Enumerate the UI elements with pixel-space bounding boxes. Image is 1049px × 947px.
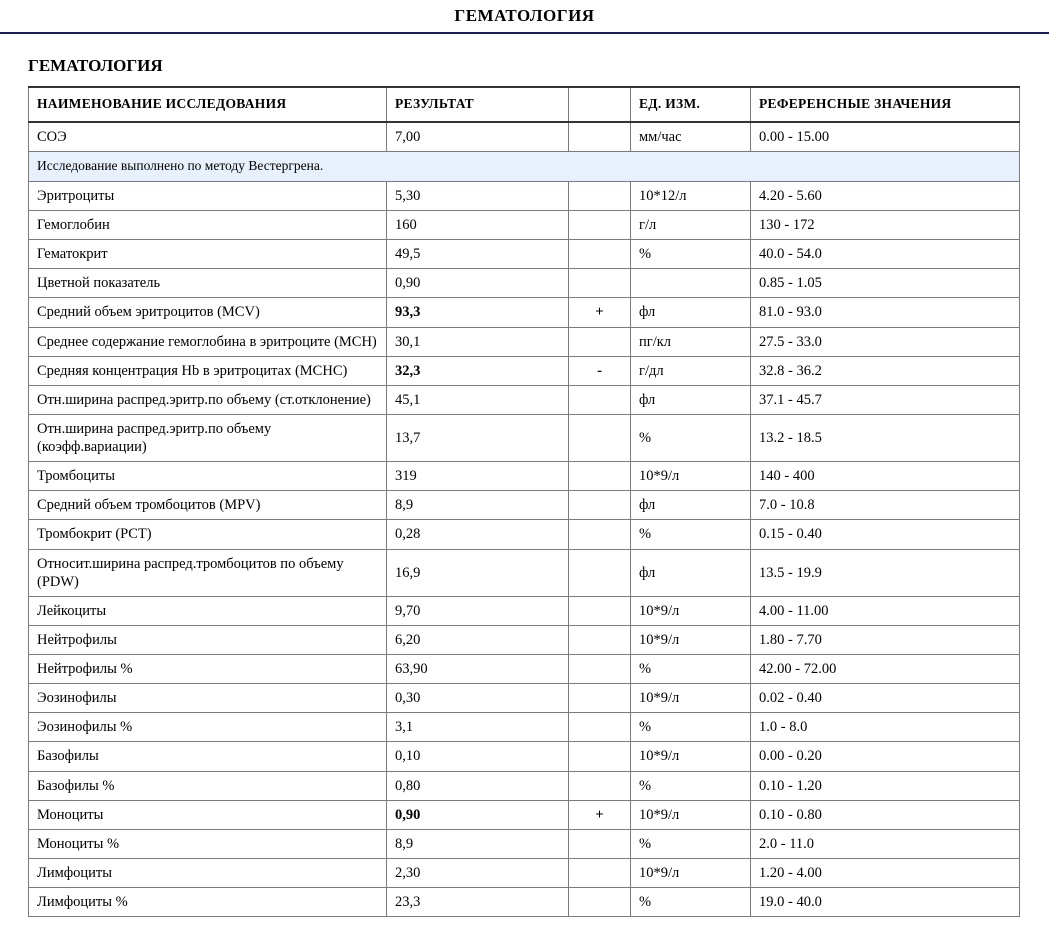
table-row bbox=[29, 385, 1020, 414]
cell-units: 10*12/л bbox=[631, 181, 751, 210]
cell-reference-range: 4.20 - 5.60 bbox=[751, 181, 1020, 210]
cell-abnormal-flag bbox=[569, 327, 631, 356]
cell-abnormal-flag bbox=[569, 414, 631, 461]
cell-units: 10*9/л bbox=[631, 596, 751, 625]
table-row bbox=[29, 684, 1020, 713]
cell-units: % bbox=[631, 771, 751, 800]
cell-units: % bbox=[631, 655, 751, 684]
table-row bbox=[29, 240, 1020, 269]
cell-test-name: СОЭ bbox=[29, 122, 387, 152]
cell-test-name: Средний объем эритроцитов (MCV) bbox=[29, 298, 387, 327]
cell-reference-range: 27.5 - 33.0 bbox=[751, 327, 1020, 356]
cell-units: фл bbox=[631, 385, 751, 414]
table-row bbox=[29, 327, 1020, 356]
cell-result-value: 160 bbox=[387, 211, 569, 240]
cell-test-name: Лимфоциты bbox=[29, 858, 387, 887]
cell-result-value: 0,28 bbox=[387, 520, 569, 549]
cell-result-value: 319 bbox=[387, 462, 569, 491]
table-row bbox=[29, 549, 1020, 596]
table-row bbox=[29, 625, 1020, 654]
cell-units: мм/час bbox=[631, 122, 751, 152]
cell-reference-range: 19.0 - 40.0 bbox=[751, 888, 1020, 917]
cell-units: 10*9/л bbox=[631, 462, 751, 491]
cell-test-name: Средний объем тромбоцитов (MPV) bbox=[29, 491, 387, 520]
cell-abnormal-flag bbox=[569, 211, 631, 240]
cell-test-name: Гемоглобин bbox=[29, 211, 387, 240]
table-row bbox=[29, 491, 1020, 520]
cell-reference-range: 40.0 - 54.0 bbox=[751, 240, 1020, 269]
cell-result-value: 9,70 bbox=[387, 596, 569, 625]
cell-result-value: 45,1 bbox=[387, 385, 569, 414]
cell-result-value: 63,90 bbox=[387, 655, 569, 684]
cell-result-value: 93,3 bbox=[387, 298, 569, 327]
table-row bbox=[29, 298, 1020, 327]
table-note-row bbox=[29, 152, 1020, 182]
cell-reference-range: 130 - 172 bbox=[751, 211, 1020, 240]
table-row bbox=[29, 713, 1020, 742]
cell-test-name: Моноциты bbox=[29, 800, 387, 829]
cell-abnormal-flag bbox=[569, 269, 631, 298]
cell-test-name: Цветной показатель bbox=[29, 269, 387, 298]
table-row bbox=[29, 122, 1020, 152]
cell-test-name: Эритроциты bbox=[29, 181, 387, 210]
cell-test-name: Среднее содержание гемоглобина в эритроците (MCH) bbox=[29, 327, 387, 356]
cell-result-value: 30,1 bbox=[387, 327, 569, 356]
cell-units: фл bbox=[631, 491, 751, 520]
cell-abnormal-flag bbox=[569, 742, 631, 771]
cell-result-value: 0,10 bbox=[387, 742, 569, 771]
cell-abnormal-flag bbox=[569, 829, 631, 858]
cell-reference-range: 81.0 - 93.0 bbox=[751, 298, 1020, 327]
cell-abnormal-flag bbox=[569, 655, 631, 684]
cell-reference-range: 0.15 - 0.40 bbox=[751, 520, 1020, 549]
cell-abnormal-flag bbox=[569, 684, 631, 713]
cell-abnormal-flag bbox=[569, 625, 631, 654]
cell-result-value: 0,30 bbox=[387, 684, 569, 713]
cell-units: 10*9/л bbox=[631, 800, 751, 829]
cell-result-value: 7,00 bbox=[387, 122, 569, 152]
table-row bbox=[29, 742, 1020, 771]
cell-reference-range: 42.00 - 72.00 bbox=[751, 655, 1020, 684]
cell-reference-range: 13.5 - 19.9 bbox=[751, 549, 1020, 596]
cell-test-name: Средняя концентрация Hb в эритроцитах (MCHC) bbox=[29, 356, 387, 385]
cell-test-name: Относит.ширина распред.тромбоцитов по объему (PDW) bbox=[29, 549, 387, 596]
cell-reference-range: 7.0 - 10.8 bbox=[751, 491, 1020, 520]
cell-test-name: Базофилы bbox=[29, 742, 387, 771]
cell-units: % bbox=[631, 240, 751, 269]
cell-test-name: Нейтрофилы bbox=[29, 625, 387, 654]
cell-result-value: 8,9 bbox=[387, 491, 569, 520]
table-row bbox=[29, 414, 1020, 461]
table-row bbox=[29, 771, 1020, 800]
cell-abnormal-flag bbox=[569, 122, 631, 152]
table-row bbox=[29, 269, 1020, 298]
cell-units: % bbox=[631, 829, 751, 858]
column-header-units: ЕД. ИЗМ. bbox=[631, 87, 751, 122]
cell-result-value: 0,90 bbox=[387, 269, 569, 298]
cell-reference-range: 140 - 400 bbox=[751, 462, 1020, 491]
cell-test-name: Лимфоциты % bbox=[29, 888, 387, 917]
cell-reference-range: 0.00 - 15.00 bbox=[751, 122, 1020, 152]
cell-test-name: Эозинофилы bbox=[29, 684, 387, 713]
cell-abnormal-flag bbox=[569, 713, 631, 742]
cell-abnormal-flag bbox=[569, 596, 631, 625]
cell-abnormal-flag bbox=[569, 858, 631, 887]
cell-result-value: 2,30 bbox=[387, 858, 569, 887]
cell-abnormal-flag bbox=[569, 491, 631, 520]
table-note-text: Исследование выполнено по методу Вестергрена. bbox=[29, 152, 1020, 182]
table-row bbox=[29, 829, 1020, 858]
table-row bbox=[29, 858, 1020, 887]
table-header-row bbox=[29, 87, 1020, 122]
cell-result-value: 49,5 bbox=[387, 240, 569, 269]
cell-test-name: Нейтрофилы % bbox=[29, 655, 387, 684]
cell-units: % bbox=[631, 520, 751, 549]
cell-units: % bbox=[631, 713, 751, 742]
cell-abnormal-flag bbox=[569, 240, 631, 269]
cell-result-value: 32,3 bbox=[387, 356, 569, 385]
section-title: ГЕМАТОЛОГИЯ bbox=[28, 56, 163, 75]
cell-reference-range: 37.1 - 45.7 bbox=[751, 385, 1020, 414]
cell-abnormal-flag: - bbox=[569, 356, 631, 385]
cell-units: % bbox=[631, 414, 751, 461]
cell-test-name: Тромбоциты bbox=[29, 462, 387, 491]
cell-reference-range: 1.0 - 8.0 bbox=[751, 713, 1020, 742]
cell-units: г/л bbox=[631, 211, 751, 240]
cell-abnormal-flag: + bbox=[569, 800, 631, 829]
cell-reference-range: 0.00 - 0.20 bbox=[751, 742, 1020, 771]
cell-abnormal-flag bbox=[569, 181, 631, 210]
column-header-reference: РЕФЕРЕНСНЫЕ ЗНАЧЕНИЯ bbox=[751, 87, 1020, 122]
cell-test-name: Гематокрит bbox=[29, 240, 387, 269]
cell-result-value: 0,90 bbox=[387, 800, 569, 829]
column-header-flag bbox=[569, 87, 631, 122]
table-row bbox=[29, 596, 1020, 625]
cell-result-value: 0,80 bbox=[387, 771, 569, 800]
column-header-name: НАИМЕНОВАНИЕ ИССЛЕДОВАНИЯ bbox=[29, 87, 387, 122]
header-divider bbox=[0, 32, 1049, 34]
document-header-title: ГЕМАТОЛОГИЯ bbox=[454, 6, 595, 25]
cell-reference-range: 4.00 - 11.00 bbox=[751, 596, 1020, 625]
cell-abnormal-flag bbox=[569, 888, 631, 917]
cell-result-value: 5,30 bbox=[387, 181, 569, 210]
cell-abnormal-flag bbox=[569, 549, 631, 596]
cell-units: 10*9/л bbox=[631, 625, 751, 654]
cell-units: 10*9/л bbox=[631, 858, 751, 887]
cell-result-value: 3,1 bbox=[387, 713, 569, 742]
cell-reference-range: 1.20 - 4.00 bbox=[751, 858, 1020, 887]
cell-reference-range: 0.02 - 0.40 bbox=[751, 684, 1020, 713]
cell-units: 10*9/л bbox=[631, 684, 751, 713]
cell-reference-range: 32.8 - 36.2 bbox=[751, 356, 1020, 385]
cell-result-value: 6,20 bbox=[387, 625, 569, 654]
cell-units: г/дл bbox=[631, 356, 751, 385]
table-row bbox=[29, 211, 1020, 240]
cell-test-name: Базофилы % bbox=[29, 771, 387, 800]
cell-result-value: 16,9 bbox=[387, 549, 569, 596]
cell-test-name: Моноциты % bbox=[29, 829, 387, 858]
cell-abnormal-flag: + bbox=[569, 298, 631, 327]
table-row bbox=[29, 462, 1020, 491]
cell-units: % bbox=[631, 888, 751, 917]
cell-units: фл bbox=[631, 298, 751, 327]
table-row bbox=[29, 356, 1020, 385]
cell-test-name: Тромбокрит (PCT) bbox=[29, 520, 387, 549]
cell-abnormal-flag bbox=[569, 385, 631, 414]
results-table bbox=[28, 86, 1020, 917]
cell-result-value: 23,3 bbox=[387, 888, 569, 917]
cell-reference-range: 0.10 - 1.20 bbox=[751, 771, 1020, 800]
cell-reference-range: 0.10 - 0.80 bbox=[751, 800, 1020, 829]
results-table-body bbox=[29, 122, 1020, 917]
cell-units: 10*9/л bbox=[631, 742, 751, 771]
cell-abnormal-flag bbox=[569, 462, 631, 491]
table-row bbox=[29, 888, 1020, 917]
cell-units bbox=[631, 269, 751, 298]
cell-result-value: 13,7 bbox=[387, 414, 569, 461]
cell-test-name: Лейкоциты bbox=[29, 596, 387, 625]
cell-reference-range: 0.85 - 1.05 bbox=[751, 269, 1020, 298]
cell-result-value: 8,9 bbox=[387, 829, 569, 858]
table-row bbox=[29, 520, 1020, 549]
cell-reference-range: 13.2 - 18.5 bbox=[751, 414, 1020, 461]
cell-abnormal-flag bbox=[569, 771, 631, 800]
cell-reference-range: 1.80 - 7.70 bbox=[751, 625, 1020, 654]
cell-reference-range: 2.0 - 11.0 bbox=[751, 829, 1020, 858]
cell-units: фл bbox=[631, 549, 751, 596]
cell-abnormal-flag bbox=[569, 520, 631, 549]
cell-test-name: Отн.ширина распред.эритр.по объему (ст.отклонение) bbox=[29, 385, 387, 414]
results-table-header bbox=[29, 87, 1020, 122]
column-header-result: РЕЗУЛЬТАТ bbox=[387, 87, 569, 122]
table-row bbox=[29, 655, 1020, 684]
table-row bbox=[29, 181, 1020, 210]
cell-test-name: Эозинофилы % bbox=[29, 713, 387, 742]
table-row bbox=[29, 800, 1020, 829]
cell-units: пг/кл bbox=[631, 327, 751, 356]
cell-test-name: Отн.ширина распред.эритр.по объему (коэфф.вариации) bbox=[29, 414, 387, 461]
